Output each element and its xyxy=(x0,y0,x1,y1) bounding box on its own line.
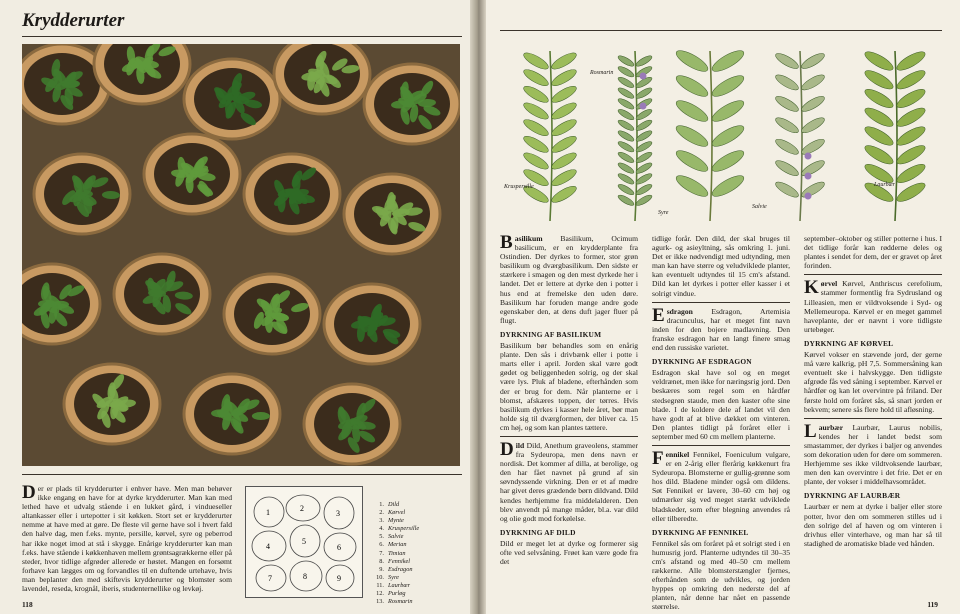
basilikum-sub-text: Basilikum bør behandles som en enårig plante. Den sås i drivbænk eller i potte i marts eller i april. Jorden skal være godt gødet og beliggenheden solrig, og der skal være lys. Pluk af bladene, efterhånden som der er brug for dem. Når planterne er i blomst, afskæres toppen, der tørres. Hvis basilikum dyrkes i kasser hele året, bør man holde sig til dværgformen, der bliver ca. 15 cm høj, og som kan plantes tættere. xyxy=(500,341,638,432)
legend-number: 13. xyxy=(376,598,384,606)
legend-label: Laurbær xyxy=(388,581,411,589)
label-kruspersille: Kruspersille xyxy=(504,184,534,190)
legend-item xyxy=(372,598,419,606)
legend-number: 8. xyxy=(379,557,384,565)
fennikel-subhead: DYRKNING AF FENNIKEL xyxy=(652,527,749,537)
column-2 xyxy=(652,234,790,612)
korvel-section xyxy=(804,279,942,413)
intro-paragraph: er er plads til krydderurter i enhver have. Men man behøver ikke engang en have for at dyrke krydderurter. Man kan med lethed have et udvalg stående i en lukket gård, i vindueseller altankasser eller i urtepotter i sit køkken. Stort set er krydderurter nemme at have med at gøre. De fleste vil gerne have sol i hvert fald den halve dag, men f.eks. mynte, persille, kørvel, syre og peberrod har ikke noget imod at stå i skygge. Enårige krydderurter kan man f.eks. have stående i køkkenhaven mellem grøntsagrækkerne eller på steder, hvor tidlige afgrøder allerede er høstet. Mangen en forsømt forhave kan lægges om og forvandles til en duftende urtehave, hvis man beplanter den med skiftevis krydderurter og blomster som lavendel, reseda, krognål, iberis, studenternellike og levkøj. xyxy=(22,484,232,594)
legend-number: 5. xyxy=(379,533,384,541)
dild-text: Dild, Anethum graveolens, stammer fra Sydeuropa, men dens navn er nordisk. Det kommer af dilla, at berolige, og den har fået navnet på grund af sin søvndyssende virkning. Den er et af mødre har givet deres grædende børn dildvand. Dild kendes herhjemme fra middelalderen. Den blev anvendt på mange måder, bl.a. var dild og olie godt mod forkølelse. xyxy=(500,440,638,523)
korvel-head: ørvel xyxy=(820,279,838,289)
esdragon-text: Esdragon, Artemisia dracunculus, har et meget fint navn inden for den bojere madlavning. Den franske esdragon har en langt finere smag end den russiske varietet. xyxy=(652,306,790,353)
legend-number: 6. xyxy=(379,541,384,549)
basilikum-text: Basilikum, Ocimum basilicum, er en krydderplante fra Ostindien. Der dyrkes to former, stor grøn basilikum og dværgbasilikum. Den sidste er stærkere i smagen og den mest dyrkede her i landet. Det er lettere at dyrke den i potter i hus end at fremelske den uden døre. Basilikum har foruden mange andre gode egenskaber den, at dens duft jager fluer på flugt. xyxy=(500,234,638,325)
legend-item xyxy=(372,574,419,582)
legend-number: 3. xyxy=(379,517,384,525)
page-number-left: 118 xyxy=(22,600,33,609)
laurbaer-sub-text: Laurbær er nem at dyrke i baljer eller store potter, hvor den om sommeren stilles ud i den solrige del af haven og om vinteren i drivhus eller vinterhave, og man har så til stadighed de aromatiske blade ved hånden. xyxy=(804,502,942,548)
svg-text:9: 9 xyxy=(337,574,341,583)
page-title: Krydderurter xyxy=(22,10,125,31)
planting-key-map xyxy=(245,486,363,598)
legend-number: 7. xyxy=(379,549,384,557)
svg-text:4: 4 xyxy=(266,542,270,551)
right-page xyxy=(482,0,960,614)
korvel-text: Kørvel, Anthriscus cerefolium, stammer formentlig fra Sydrusland og Lilleasien, men er vildtvoksende i Syd- og Mellemeuropa. Kørvel er en meget gammel haveplante, der er nævnt i vore tidligste urtebøger. xyxy=(804,279,942,334)
label-salvie: Salvie xyxy=(752,204,767,210)
esdragon-subhead: DYRKNING AF ESDRAGON xyxy=(652,357,752,367)
svg-text:3: 3 xyxy=(336,509,340,518)
label-syre: Syre xyxy=(658,210,669,216)
intro-text xyxy=(22,484,232,593)
legend-item xyxy=(372,533,419,541)
basilikum-section xyxy=(500,234,638,432)
herb-legend xyxy=(372,501,419,606)
legend-label: Mynte xyxy=(388,517,404,525)
laurbaer-section xyxy=(804,420,943,548)
svg-text:6: 6 xyxy=(337,543,341,552)
dropcap-e: E xyxy=(652,304,665,326)
legend-label: Esdragon xyxy=(388,565,413,573)
basilikum-subhead: DYRKNING AF BASILIKUM xyxy=(500,329,602,339)
svg-text:8: 8 xyxy=(303,572,307,581)
legend-number: 4. xyxy=(379,525,384,533)
legend-label: Fennikel xyxy=(388,557,411,565)
legend-label: Syre xyxy=(388,573,399,581)
legend-label: Merian xyxy=(388,541,407,549)
svg-text:2: 2 xyxy=(300,504,304,513)
legend-number: 10. xyxy=(376,573,384,581)
legend-item xyxy=(372,566,419,574)
legend-label: Timian xyxy=(388,549,406,557)
book-gutter xyxy=(470,0,486,614)
legend-item xyxy=(372,590,419,598)
svg-text:1: 1 xyxy=(266,508,270,517)
left-page xyxy=(0,0,478,614)
label-rosmarin: Rosmarin xyxy=(590,70,614,76)
botanical-illustration xyxy=(500,36,940,226)
esdragon-sub-text: Esdragon skal have sol og en meget veldrænet, men ikke for næringsrig jord. Den beskæres som regel som en hårdfør stedsegrøn staude, men den kaster ofte sine blade. I de koldere dele af landet vil den have godt af at blive dækket om vinteren. Den plantes tidligt på foråret eller i september med 60 cm mellem planterne. xyxy=(652,368,790,441)
legend-number: 12. xyxy=(376,590,384,598)
divider xyxy=(804,274,942,275)
column-3 xyxy=(804,234,942,548)
dropcap-d: D xyxy=(500,438,514,460)
esdragon-head: sdragon xyxy=(666,306,693,316)
page-number-right: 119 xyxy=(927,600,938,609)
legend-label: Kruspersille xyxy=(388,525,420,533)
svg-text:7: 7 xyxy=(268,574,272,583)
divider xyxy=(652,302,790,303)
legend-item xyxy=(372,525,419,533)
dild-continued: tidlige forår. Den dild, der skal bruges til agurk- og asieyltning, sås omkring 1. juni. Det er ikke nødvendigt med udtynding, men man kan have større og veludviklede planter, kan eventuelt udtyndes til 15 cm's afstand. Dild kan let dyrkes i potter eller kasser i et solrigt vindue. xyxy=(652,234,790,298)
column-1 xyxy=(500,234,638,566)
korvel-sub-text: Kørvel vokser en stævende jord, der gerne må være kalkrig, pH 7,5. Sommersåning kan eventuelt ske i halvskygge. Den tidligste afgrøde fås ved såning i september. Kørvel er hårdfør og kan let overvintre på friland. Der første hold om foråret sås, så snart jorden er bekvem; senere sås flere hold til afløsning. xyxy=(804,350,942,414)
legend-item xyxy=(372,517,419,525)
legend-item xyxy=(372,501,419,509)
caption-rule xyxy=(22,474,462,475)
fennikel-sub-text: Fennikel sås om foråret på et solrigt sted i en humusrig jord. Planterne udtyndes til 30–35 cm's afstand og med 40–50 cm mellem rækkerne. Alle blomsterstængler fjernes, efterhånden som de udvikles, og jorden hyppes op omkring den nederste del af planten, når denne har nået en passende størrelse. xyxy=(652,538,790,612)
divider xyxy=(500,436,638,437)
legend-number: 9. xyxy=(379,565,384,573)
legend-label: Purløg xyxy=(388,590,406,598)
legend-item xyxy=(372,550,419,558)
herb-pots-photo xyxy=(22,44,460,466)
esdragon-section xyxy=(652,304,790,441)
fennikel-section xyxy=(652,447,790,612)
basilikum-head: asilikum xyxy=(514,234,543,243)
dropcap-l: L xyxy=(804,420,817,442)
laurbaer-head: aurbær xyxy=(818,422,844,432)
label-laurbaer: Laurbær xyxy=(874,182,896,188)
korvel-subhead: DYRKNING AF KØRVEL xyxy=(804,338,894,348)
dild-subhead: DYRKNING AF DILD xyxy=(500,527,576,537)
fennikel-text: Fennikel, Foeniculum vulgare, er en 2-årig eller flerårig køkkenurt fra Sydeuropa. Blomsterne er gullig-grønne som hos dild. Bladene minder også om dildens. Søt Fennikel er lavere, 30–60 cm høj og udmærker sig ved meget stærkt udviklede bladskeder, som efter blegning anvendes rå eller tilberedte. xyxy=(652,449,790,523)
dropcap-k: K xyxy=(804,277,819,299)
dropcap: D xyxy=(22,482,36,503)
legend-label: Kørvel xyxy=(388,509,406,517)
laurbaer-text: Laurbær, Laurus nobilis, kendes her i landet bedst som smastammer, der dyrkes i baljer og anvendes som dekoration uden for døre om sommeren. Herhjemme ses ikke vildtvoksende laurbær, men den kan overvintre i det frie. Det er en plante, der vokser i middelhavsområdet. xyxy=(804,422,943,487)
top-rule xyxy=(500,30,942,31)
legend-item xyxy=(372,558,419,566)
legend-item xyxy=(372,541,419,549)
legend-label: Rosmarin xyxy=(388,598,413,606)
divider xyxy=(652,445,790,446)
legend-item xyxy=(372,509,419,517)
dropcap-f: F xyxy=(652,447,664,469)
divider xyxy=(804,418,942,419)
svg-text:5: 5 xyxy=(302,537,306,546)
dild-section xyxy=(500,438,638,567)
legend-number: 1. xyxy=(379,501,384,508)
title-rule xyxy=(22,36,462,37)
dild-sub-text: Dild er meget let at dyrke og formerer sig ofte ved selvsåning. Frøet kan være gode fra det xyxy=(500,538,638,567)
fennikel-continued: september–oktober og stiller potterne i hus. I det tidlige forår kan rødderne deles og plantes i sendet for dem, der er gravet op året forinden. xyxy=(804,234,942,271)
legend-number: 2. xyxy=(379,509,384,517)
laurbaer-subhead: DYRKNING AF LAURBÆR xyxy=(804,491,901,501)
legend-item xyxy=(372,582,419,590)
legend-label: Salvie xyxy=(388,533,404,541)
fennikel-head: ennikel xyxy=(665,449,690,459)
dild-head: ild xyxy=(515,440,525,450)
legend-label: Dild xyxy=(388,501,400,508)
dropcap-b: B xyxy=(500,232,513,253)
legend-number: 11. xyxy=(376,581,384,589)
